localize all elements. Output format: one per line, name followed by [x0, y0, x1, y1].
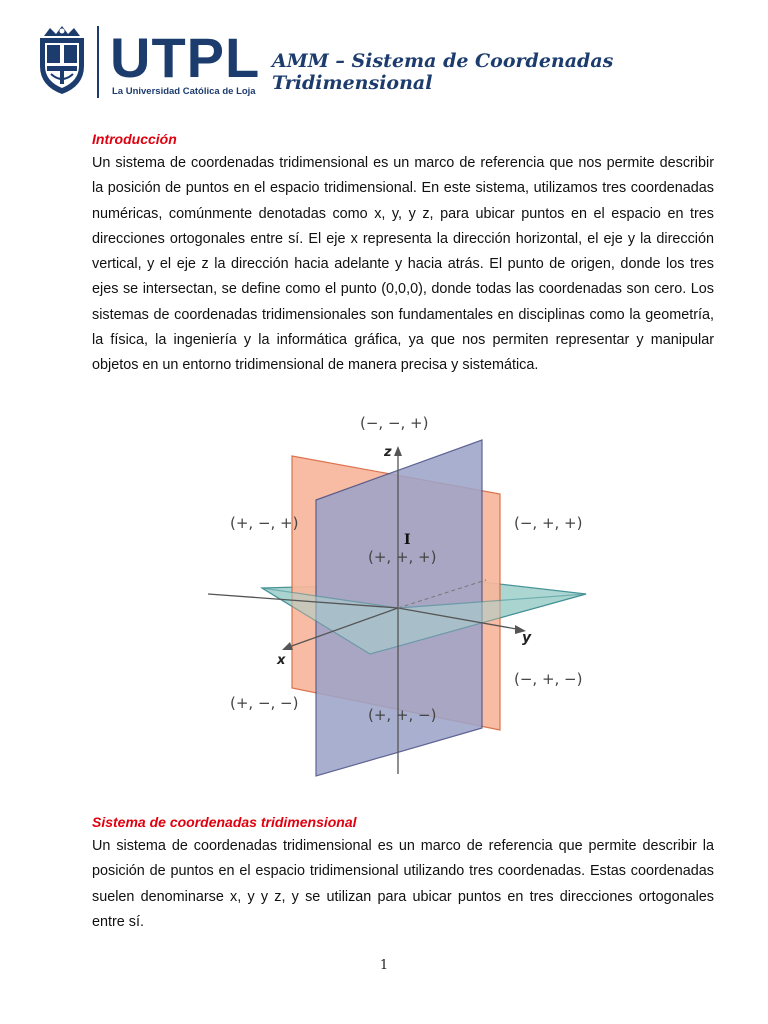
section-title-introduccion: Introducción	[92, 131, 177, 147]
axis-label-y: y	[522, 630, 532, 646]
page-header	[0, 0, 768, 110]
octants-diagram	[200, 408, 590, 780]
octant-label-upper-left: (+, −, +)	[230, 514, 299, 532]
axis-label-x: x	[277, 653, 286, 668]
x-axis-arrow-icon	[282, 642, 293, 650]
octant-label-lower-right: (−, +, −)	[514, 670, 583, 688]
logo-tagline: La Universidad Católica de Loja	[112, 86, 256, 97]
section-title-sistema: Sistema de coordenadas tridimensional	[92, 814, 357, 830]
document-title: AMM – Sistema de Coordenadas Tridimensional	[272, 50, 614, 94]
axis-label-z: z	[384, 445, 392, 460]
octant-roman-numeral: I	[404, 532, 411, 548]
logo-text: UTPL	[110, 26, 261, 89]
octant-label-center-lower: (+, +, −)	[368, 706, 437, 724]
paragraph-sistema: Un sistema de coordenadas tridimensional es un marco de referencia que permite describir la posición de puntos en el espacio tridimensional utilizando tres coordenadas. Estas coordenadas suelen denominarse x, y y z, y se utilizan para ubicar puntos en tres direcciones ortogonales entre sí.	[92, 838, 714, 930]
page-number: 1	[379, 958, 389, 973]
header-divider	[97, 26, 99, 98]
paragraph-introduccion: Un sistema de coordenadas tridimensional es un marco de referencia que nos permite describir la posición de puntos en el espacio tridimensional. En este sistema, utilizamos tres coordenadas numéricas, comúnmente denotadas como x, y, y z, para ubicar puntos en el espacio en tres direcciones ortogonales entre sí. El eje x representa la dirección horizontal, el eje y la dirección vertical, y el eje z la dirección hacia adelante y hacia atrás. El punto de origen, donde los tres ejes se intersectan, se define como el punto (0,0,0), donde todas las coordenadas son cero. Los sistemas de coordenadas tridimensionales son fundamentales en disciplinas como la geometría, la física, la ingeniería y la informática gráfica, ya que nos permiten representar y manipular objetos en un entorno tridimensional de manera precisa y sistemática.	[92, 155, 714, 374]
octant-label-upper-right: (−, +, +)	[514, 514, 583, 532]
z-axis-arrow-icon	[394, 446, 402, 456]
octant-label-lower-left: (+, −, −)	[230, 694, 299, 712]
university-crest-icon	[36, 24, 88, 96]
octant-label-center-upper: (+, +, +)	[368, 548, 437, 566]
octant-label-top: (−, −, +)	[360, 414, 429, 432]
